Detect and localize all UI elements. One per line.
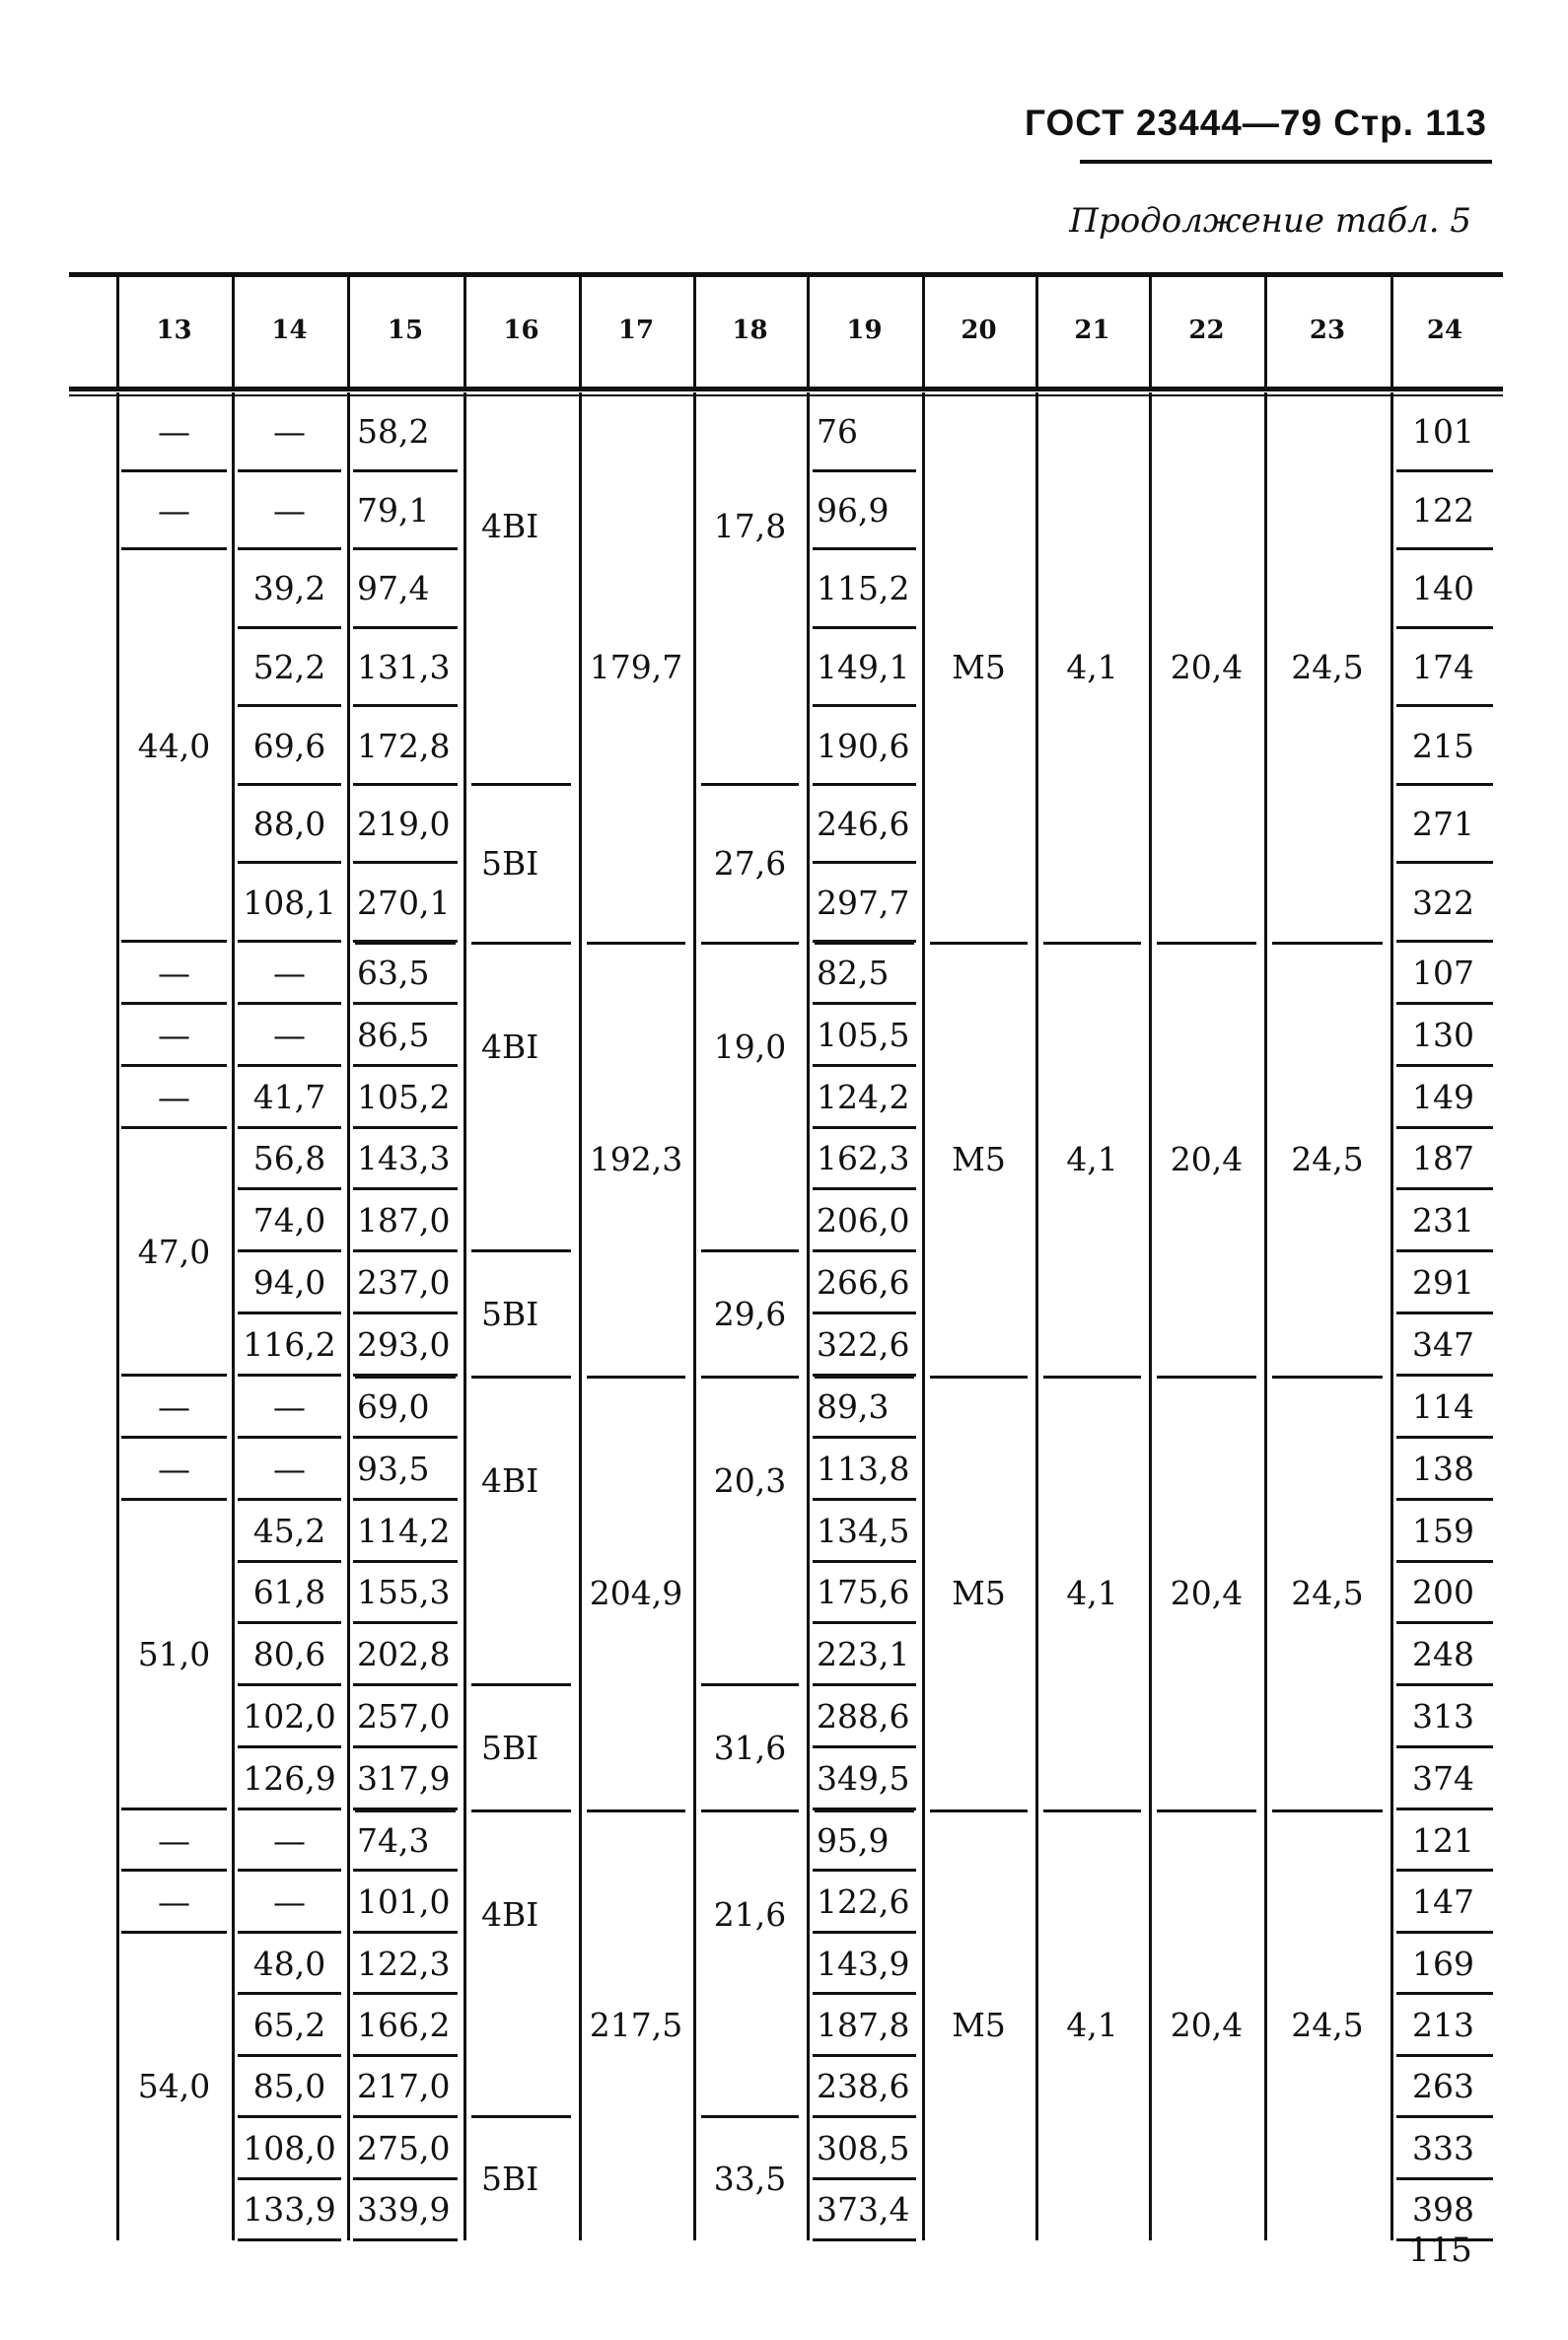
col14-cell: 116,2: [243, 1325, 336, 1365]
header-col-15: 15: [387, 316, 424, 345]
col19-cell: 288,6: [817, 1697, 910, 1737]
col13-cell: —: [158, 1820, 190, 1860]
col23-cell: 24,5: [1291, 2006, 1364, 2044]
col21-cell: 4,1: [1066, 2006, 1118, 2044]
col14-cell: 88,0: [252, 805, 326, 844]
header-col-divider: [232, 272, 235, 387]
col19-cell: 162,3: [817, 1139, 910, 1178]
table-caption: Продолжение табл. 5: [1069, 201, 1471, 241]
col14-cell: 61,8: [252, 1573, 326, 1612]
col19-cell: 89,3: [817, 1386, 890, 1426]
header-col-20: 20: [961, 316, 997, 345]
col14-cell: 69,6: [252, 726, 326, 765]
col24-cell: 121: [1412, 1820, 1474, 1860]
header-col-divider: [463, 272, 466, 387]
col23-cell: 24,5: [1291, 1139, 1364, 1178]
col24-cell: 215: [1412, 726, 1474, 765]
col15-cell: 202,8: [357, 1635, 451, 1674]
header-bottom-rule: [69, 387, 1503, 391]
col18-cell: 21,6: [713, 1894, 787, 1934]
col15-cell: 93,5: [357, 1449, 430, 1488]
col15-cell: 79,1: [357, 490, 430, 530]
header-col-23: 23: [1309, 316, 1346, 345]
col13-cell: —: [158, 1449, 190, 1488]
col19-cell: 134,5: [817, 1511, 910, 1550]
col15-cell: 275,0: [357, 2128, 451, 2167]
col16-cell: 5BI: [481, 2160, 539, 2199]
col24-cell: 313: [1412, 1697, 1474, 1737]
col13-cell: —: [158, 490, 190, 530]
col16-cell: 4BI: [481, 1028, 539, 1067]
col19-cell: 246,6: [817, 805, 910, 844]
col24-cell: 322: [1412, 883, 1474, 922]
col14-cell: 94,0: [252, 1263, 326, 1303]
header-col-divider: [347, 272, 350, 387]
col21-cell: 4,1: [1066, 1139, 1118, 1178]
col24-cell: 114: [1412, 1386, 1474, 1426]
col14-cell: 108,1: [243, 883, 336, 922]
col15-cell: 105,2: [357, 1077, 451, 1116]
body-col-divider: [807, 942, 810, 1376]
col14-cell: 52,2: [252, 647, 326, 686]
col16-cell: 5BI: [481, 1294, 539, 1333]
header-col-divider: [1390, 272, 1393, 387]
col15-cell: 219,0: [357, 805, 451, 844]
col15-cell: 270,1: [357, 883, 451, 922]
col17-cell: 179,7: [589, 648, 683, 686]
col18-cell: 31,6: [713, 1728, 787, 1767]
body-col-divider: [1390, 392, 1393, 942]
col15-cell: 237,0: [357, 1263, 451, 1303]
header-col-divider: [693, 272, 696, 387]
col23-cell: 24,5: [1291, 648, 1364, 686]
header-col-14: 14: [271, 316, 308, 345]
col14-cell: 126,9: [243, 1759, 336, 1799]
col15-cell: 172,8: [357, 726, 451, 765]
col16-cell: 5BI: [481, 843, 539, 883]
col19-cell: 206,0: [817, 1201, 910, 1241]
header-col-24: 24: [1426, 316, 1463, 345]
col13-cell: —: [158, 1882, 190, 1922]
col24-cell: 263: [1412, 2067, 1474, 2106]
col15-cell: 317,9: [357, 1759, 451, 1799]
header-col-divider: [116, 272, 119, 387]
col24-cell: 271: [1412, 805, 1474, 844]
col18-cell: 33,5: [713, 2160, 787, 2199]
col16-cell: 4BI: [481, 1461, 539, 1501]
col19-cell: 373,4: [817, 2190, 910, 2230]
col24-cell: 147: [1412, 1882, 1474, 1922]
body-col-divider: [347, 1809, 350, 2240]
header-col-17: 17: [617, 316, 655, 345]
col18-cell: 19,0: [713, 1028, 787, 1067]
col19-cell: 96,9: [817, 490, 890, 530]
col13-cell: —: [158, 953, 190, 992]
col14-cell: —: [273, 490, 306, 530]
col15-cell: 69,0: [357, 1386, 430, 1426]
body-col-divider: [463, 392, 466, 942]
col22-cell: 20,4: [1170, 1139, 1244, 1178]
header-col-13: 13: [156, 316, 192, 345]
header-col-divider: [1149, 272, 1152, 387]
header-col-16: 16: [503, 316, 539, 345]
header-col-divider: [922, 272, 925, 387]
col24-cell: 200: [1412, 1573, 1474, 1612]
col15-cell: 155,3: [357, 1573, 451, 1612]
col15-cell: 114,2: [357, 1511, 451, 1550]
col18-cell: 27,6: [713, 843, 787, 883]
col13-cell: 54,0: [137, 2067, 211, 2106]
body-col-divider: [463, 1809, 466, 2240]
col13-cell: 51,0: [137, 1635, 211, 1674]
body-col-divider: [347, 1376, 350, 1809]
col24-cell: 333: [1412, 2128, 1474, 2167]
col14-cell: —: [273, 1449, 306, 1488]
col24-cell: 291: [1412, 1263, 1474, 1303]
col20-cell: M5: [952, 2006, 1006, 2044]
col24-cell: 140: [1412, 569, 1474, 608]
col21-cell: 4,1: [1066, 1573, 1118, 1612]
col19-cell: 124,2: [817, 1077, 910, 1116]
col24-cell: 107: [1412, 953, 1474, 992]
col18-cell: 17,8: [713, 506, 787, 545]
col19-cell: 95,9: [817, 1820, 890, 1860]
col21-cell: 4,1: [1066, 648, 1118, 686]
col24-cell: 248: [1412, 1635, 1474, 1674]
col24-cell: 398: [1412, 2190, 1474, 2230]
col19-cell: 113,8: [817, 1449, 910, 1488]
col15-cell: 217,0: [357, 2067, 451, 2106]
col18-cell: 20,3: [713, 1461, 787, 1501]
col14-cell: —: [273, 1386, 306, 1426]
col15-cell: 86,5: [357, 1015, 430, 1054]
col24-cell: 187: [1412, 1139, 1474, 1178]
col24-cell: 231: [1412, 1201, 1474, 1241]
col14-cell: 45,2: [252, 1511, 326, 1550]
col17-cell: 192,3: [589, 1139, 683, 1178]
body-col-divider: [807, 1809, 810, 2240]
col24-cell: 169: [1412, 1944, 1474, 1983]
col13-cell: —: [158, 1015, 190, 1054]
body-col-divider: [1390, 942, 1393, 1376]
col24-cell: 149: [1412, 1077, 1474, 1116]
header-col-22: 22: [1188, 316, 1225, 345]
col14-cell: 102,0: [243, 1697, 336, 1737]
col15-row-rule: [353, 2238, 458, 2241]
col19-cell: 143,9: [817, 1944, 910, 1983]
col13-cell: 44,0: [137, 726, 211, 765]
col22-cell: 20,4: [1170, 648, 1244, 686]
col14-cell: —: [273, 412, 306, 452]
col19-cell: 238,6: [817, 2067, 910, 2106]
col14-cell: 39,2: [252, 569, 326, 608]
col15-cell: 143,3: [357, 1139, 451, 1178]
header-col-divider: [807, 272, 810, 387]
col15-cell: 293,0: [357, 1325, 451, 1365]
col15-cell: 58,2: [357, 412, 430, 452]
header-rule: [1080, 160, 1492, 164]
col20-cell: M5: [952, 1573, 1006, 1612]
page-header: ГОСТ 23444—79 Стр. 113: [1025, 103, 1487, 143]
body-col-divider: [1390, 1376, 1393, 1809]
col24-cell: 159: [1412, 1511, 1474, 1550]
col19-cell: 349,5: [817, 1759, 910, 1799]
col20-cell: M5: [952, 1139, 1006, 1178]
col19-cell: 190,6: [817, 726, 910, 765]
col14-cell: 80,6: [252, 1635, 326, 1674]
col24-cell: 347: [1412, 1325, 1474, 1365]
col13-cell: 47,0: [137, 1232, 211, 1271]
col19-cell: 115,2: [817, 569, 910, 608]
col15-cell: 97,4: [357, 569, 430, 608]
col15-cell: 187,0: [357, 1201, 451, 1241]
col19-cell: 149,1: [817, 647, 910, 686]
header-col-19: 19: [846, 316, 883, 345]
col14-cell: —: [273, 1820, 306, 1860]
col19-cell: 76: [817, 412, 858, 452]
col24-cell: 213: [1412, 2005, 1474, 2044]
col17-cell: 204,9: [589, 1573, 683, 1612]
header-col-divider: [579, 272, 582, 387]
col15-cell: 131,3: [357, 647, 451, 686]
col15-cell: 74,3: [357, 1820, 430, 1860]
col14-cell: 41,7: [252, 1077, 326, 1116]
col14-cell: 108,0: [243, 2128, 336, 2167]
col19-cell: 266,6: [817, 1263, 910, 1303]
col15-cell: 122,3: [357, 1944, 451, 1983]
body-col-divider: [807, 392, 810, 942]
col14-cell: —: [273, 953, 306, 992]
body-col-divider: [347, 942, 350, 1376]
col14-cell: —: [273, 1015, 306, 1054]
col16-cell: 4BI: [481, 506, 539, 545]
col19-cell: 223,1: [817, 1635, 910, 1674]
col24-cell: 130: [1412, 1015, 1474, 1054]
col14-cell: 56,8: [252, 1139, 326, 1178]
col16-cell: 4BI: [481, 1894, 539, 1934]
header-col-divider: [1264, 272, 1267, 387]
col17-cell: 217,5: [589, 2006, 683, 2044]
col19-cell: 105,5: [817, 1015, 910, 1054]
col19-cell: 82,5: [817, 953, 890, 992]
body-col-divider: [1390, 1809, 1393, 2240]
col14-cell: 133,9: [243, 2190, 336, 2230]
col14-row-rule: [238, 2238, 341, 2241]
col24-cell: 174: [1412, 647, 1474, 686]
col19-cell: 322,6: [817, 1325, 910, 1365]
header-col-divider: [1035, 272, 1038, 387]
col24-cell: 138: [1412, 1449, 1474, 1488]
body-col-divider: [463, 1376, 466, 1809]
col16-cell: 5BI: [481, 1728, 539, 1767]
col24-cell: 122: [1412, 490, 1474, 530]
col23-cell: 24,5: [1291, 1573, 1364, 1612]
col24-cell: 101: [1412, 412, 1474, 452]
col14-cell: 85,0: [252, 2067, 326, 2106]
col19-cell: 308,5: [817, 2128, 910, 2167]
col14-cell: —: [273, 1882, 306, 1922]
col18-cell: 29,6: [713, 1294, 787, 1333]
col19-row-rule: [813, 2238, 916, 2241]
col14-cell: 74,0: [252, 1201, 326, 1241]
col15-cell: 63,5: [357, 953, 430, 992]
page-number: 115: [1408, 2231, 1472, 2270]
col15-cell: 339,9: [357, 2190, 451, 2230]
col13-cell: —: [158, 1386, 190, 1426]
header-col-21: 21: [1074, 316, 1110, 345]
col19-cell: 297,7: [817, 883, 910, 922]
body-col-divider: [807, 1376, 810, 1809]
col22-cell: 20,4: [1170, 2006, 1244, 2044]
col20-cell: M5: [952, 648, 1006, 686]
col24-cell: 374: [1412, 1759, 1474, 1799]
col13-cell: —: [158, 412, 190, 452]
col15-cell: 257,0: [357, 1697, 451, 1737]
col15-cell: 101,0: [357, 1882, 451, 1922]
col13-cell: —: [158, 1077, 190, 1116]
col19-cell: 175,6: [817, 1573, 910, 1612]
col15-cell: 166,2: [357, 2005, 451, 2044]
col19-cell: 122,6: [817, 1882, 910, 1922]
col14-cell: 65,2: [252, 2005, 326, 2044]
col22-cell: 20,4: [1170, 1573, 1244, 1612]
col19-cell: 187,8: [817, 2005, 910, 2044]
header-col-18: 18: [732, 316, 768, 345]
col14-cell: 48,0: [252, 1944, 326, 1983]
body-col-divider: [463, 942, 466, 1376]
body-col-divider: [347, 392, 350, 942]
